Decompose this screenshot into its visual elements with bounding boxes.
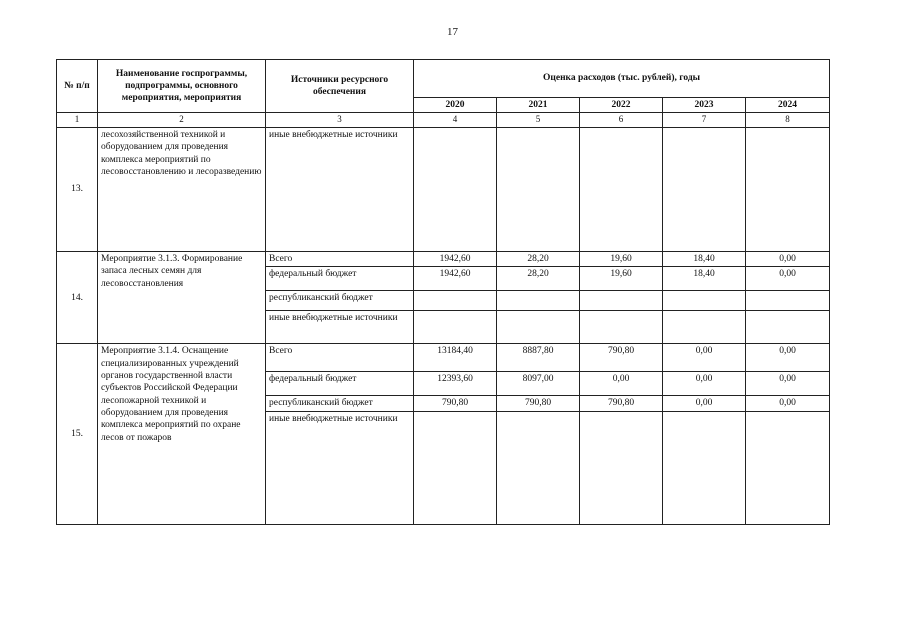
header-number: № п/п	[57, 60, 98, 113]
table-row	[57, 344, 830, 372]
value-cell: 0,00	[580, 372, 663, 396]
funding-source: иные внебюджетные источники	[266, 311, 414, 344]
header-year: 2022	[580, 98, 663, 113]
value-cell	[497, 291, 580, 311]
funding-source: иные внебюджетные источники	[266, 128, 414, 252]
row-number: 14.	[57, 252, 98, 344]
funding-source: иные внебюджетные источники	[266, 411, 414, 524]
funding-source: Всего	[266, 252, 414, 267]
table-row	[57, 252, 830, 267]
value-cell: 1942,60	[414, 267, 497, 291]
header-year: 2020	[414, 98, 497, 113]
column-number: 8	[746, 113, 830, 128]
funding-source: федеральный бюджет	[266, 267, 414, 291]
value-cell	[497, 128, 580, 252]
value-cell: 0,00	[663, 344, 746, 372]
value-cell	[580, 411, 663, 524]
value-cell: 0,00	[746, 372, 830, 396]
column-number: 2	[98, 113, 266, 128]
value-cell: 0,00	[663, 372, 746, 396]
value-cell: 0,00	[746, 267, 830, 291]
value-cell: 0,00	[746, 396, 830, 411]
value-cell	[746, 291, 830, 311]
value-cell	[414, 128, 497, 252]
value-cell: 12393,60	[414, 372, 497, 396]
activity-name: лесохозяйственной техникой и оборудованием для проведения комплекса мероприятий по лесовосстановлению и лесоразведению	[98, 128, 266, 252]
value-cell	[414, 411, 497, 524]
value-cell: 790,80	[497, 396, 580, 411]
value-cell: 28,20	[497, 252, 580, 267]
value-cell	[663, 311, 746, 344]
funding-source: Всего	[266, 344, 414, 372]
funding-source: федеральный бюджет	[266, 372, 414, 396]
value-cell	[663, 411, 746, 524]
header-year: 2021	[497, 98, 580, 113]
column-number: 7	[663, 113, 746, 128]
header-estimate: Оценка расходов (тыс. рублей), годы	[414, 60, 830, 98]
row-number: 15.	[57, 344, 98, 524]
column-number: 4	[414, 113, 497, 128]
column-number-row	[57, 113, 830, 128]
value-cell	[414, 311, 497, 344]
value-cell	[580, 291, 663, 311]
funding-source: республиканский бюджет	[266, 291, 414, 311]
value-cell	[746, 311, 830, 344]
header-year: 2024	[746, 98, 830, 113]
value-cell	[497, 311, 580, 344]
value-cell: 790,80	[414, 396, 497, 411]
activity-name: Мероприятие 3.1.3. Формирование запаса лесных семян для лесовосстановления	[98, 252, 266, 344]
value-cell: 13184,40	[414, 344, 497, 372]
value-cell: 0,00	[746, 252, 830, 267]
page-number: 17	[447, 26, 458, 38]
value-cell: 19,60	[580, 252, 663, 267]
value-cell: 790,80	[580, 344, 663, 372]
header-year: 2023	[663, 98, 746, 113]
value-cell	[414, 291, 497, 311]
column-number: 5	[497, 113, 580, 128]
row-number: 13.	[57, 128, 98, 252]
value-cell	[497, 411, 580, 524]
column-number: 3	[266, 113, 414, 128]
value-cell: 18,40	[663, 252, 746, 267]
value-cell	[580, 128, 663, 252]
value-cell	[663, 128, 746, 252]
value-cell	[663, 291, 746, 311]
expenditure-table	[56, 59, 830, 525]
header-source: Источники ресурсного обеспечения	[266, 60, 414, 113]
value-cell	[746, 411, 830, 524]
column-number: 6	[580, 113, 663, 128]
value-cell: 19,60	[580, 267, 663, 291]
value-cell: 28,20	[497, 267, 580, 291]
column-number: 1	[57, 113, 98, 128]
value-cell	[746, 128, 830, 252]
value-cell: 18,40	[663, 267, 746, 291]
value-cell: 0,00	[746, 344, 830, 372]
header-name: Наименование госпрограммы, подпрограммы, основного мероприятия, мероприятия	[98, 60, 266, 113]
value-cell: 8097,00	[497, 372, 580, 396]
funding-source: республиканский бюджет	[266, 396, 414, 411]
value-cell: 790,80	[580, 396, 663, 411]
value-cell	[580, 311, 663, 344]
value-cell: 0,00	[663, 396, 746, 411]
activity-name: Мероприятие 3.1.4. Оснащение специализированных учреждений органов государственной власти субъектов Российской Федерации лесопожарной техникой и оборудованием для проведения комплекса мероприятий по охране лесов от пожаров	[98, 344, 266, 524]
value-cell: 8887,80	[497, 344, 580, 372]
value-cell: 1942,60	[414, 252, 497, 267]
table-row	[57, 128, 830, 252]
